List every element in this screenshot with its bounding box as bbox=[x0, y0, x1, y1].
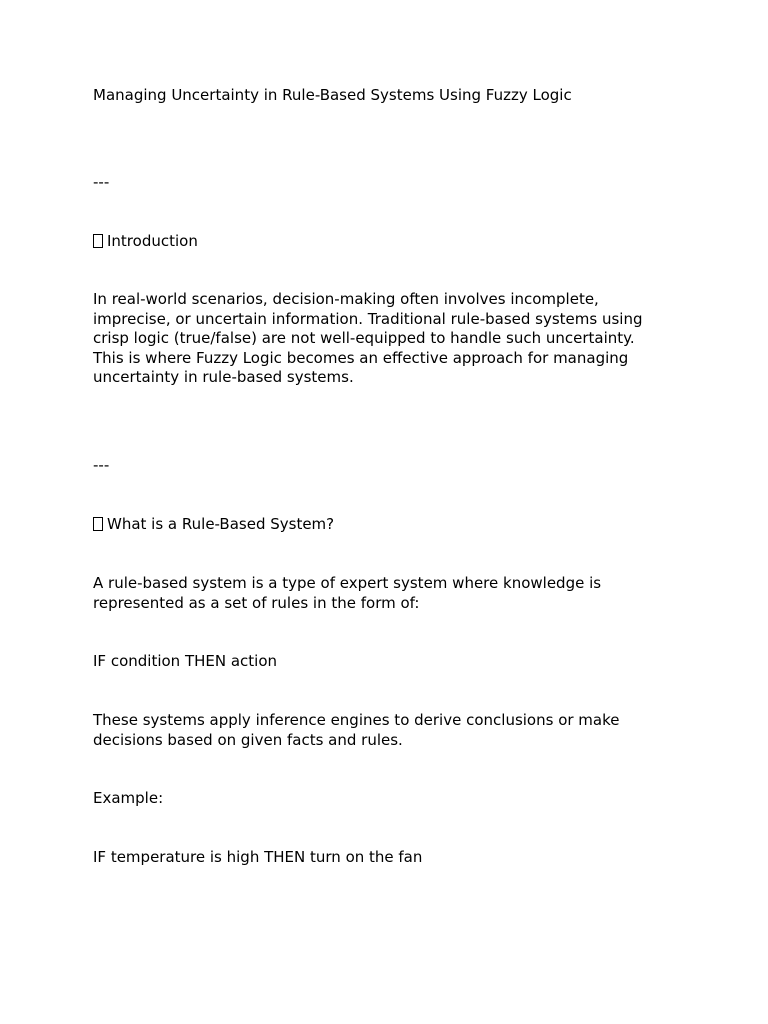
paragraph-line: decisions based on given facts and rules. bbox=[93, 730, 403, 749]
missing-glyph-icon bbox=[93, 517, 103, 531]
rule-form: IF condition THEN action bbox=[93, 652, 278, 670]
rbs-paragraph bbox=[93, 574, 693, 613]
paragraph-line: crisp logic (true/false) are not well-equipped to handle such uncertainty. bbox=[93, 329, 635, 347]
paragraph-line: In real-world scenarios, decision-making often involves incomplete, bbox=[93, 290, 599, 308]
inference-paragraph bbox=[93, 711, 693, 750]
paragraph-line: This is where Fuzzy Logic becomes an effective approach for managing bbox=[93, 348, 629, 367]
intro-paragraph bbox=[93, 290, 693, 388]
example-label: Example: bbox=[93, 789, 164, 807]
section-heading-text: Introduction bbox=[107, 232, 198, 250]
document-title: Managing Uncertainty in Rule-Based Systems Using Fuzzy Logic bbox=[93, 86, 572, 104]
section-heading-rule-based-system bbox=[93, 515, 693, 535]
example-rule: IF temperature is high THEN turn on the fan bbox=[93, 848, 423, 866]
missing-glyph-icon bbox=[93, 234, 103, 248]
paragraph-line: imprecise, or uncertain information. Traditional rule-based systems using bbox=[93, 309, 643, 328]
paragraph-line: A rule-based system is a type of expert system where knowledge is bbox=[93, 574, 602, 592]
section-heading-introduction bbox=[93, 232, 693, 252]
separator: --- bbox=[93, 456, 110, 474]
paragraph-line: represented as a set of rules in the form of: bbox=[93, 593, 420, 612]
paragraph-line: uncertainty in rule-based systems. bbox=[93, 368, 354, 386]
paragraph-line: These systems apply inference engines to derive conclusions or make bbox=[93, 711, 620, 729]
separator: --- bbox=[93, 173, 110, 191]
section-heading-text: What is a Rule-Based System? bbox=[107, 515, 335, 533]
